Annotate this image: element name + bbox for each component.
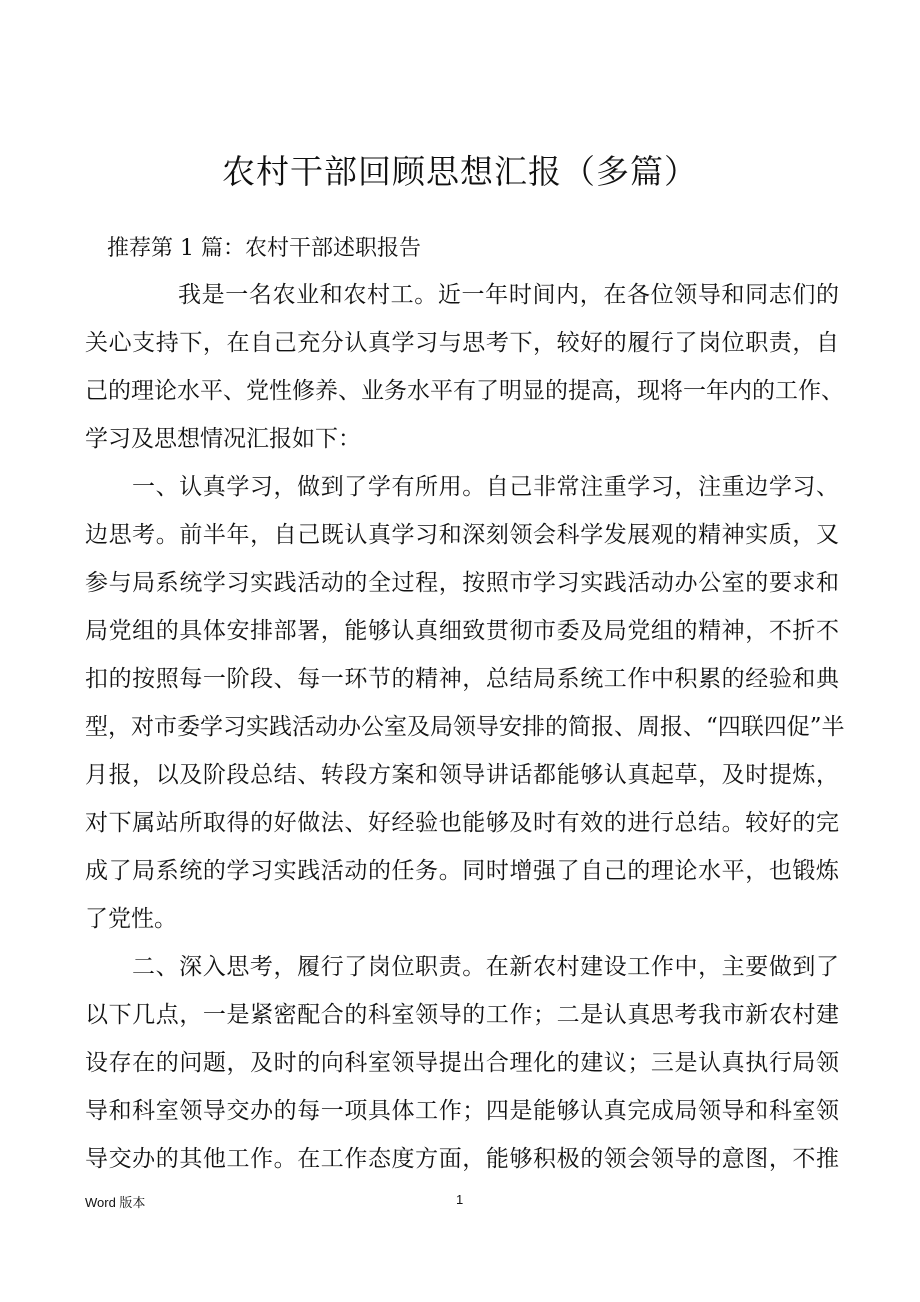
paragraph-line: 己的理论水平、党性修养、业务水平有了明显的提高，现将一年内的工作、 <box>85 378 844 404</box>
paragraph-line: 导交办的其他工作。在工作态度方面，能够积极的领会领导的意图，不推 <box>85 1146 839 1172</box>
paragraph-line: 导和科室领导交办的每一项具体工作；四是能够认真完成局领导和科室领 <box>85 1098 839 1124</box>
paragraph-line: 对下属站所取得的好做法、好经验也能够及时有效的进行总结。较好的完 <box>85 810 839 836</box>
section-heading: 推荐第 1 篇：农村干部述职报告 <box>107 236 421 261</box>
paragraph-line: 了党性。 <box>85 906 177 932</box>
paragraph-line: 设存在的问题，及时的向科室领导提出合理化的建议；三是认真执行局领 <box>85 1050 839 1076</box>
paragraph-line: 学习及思想情况汇报如下： <box>85 426 361 452</box>
paragraph-line: 我是一名农业和农村工。近一年时间内，在各位领导和同志们的 <box>178 282 839 308</box>
paragraph-line: 型，对市委学习实践活动办公室及局领导安排的简报、周报、“四联四促”半 <box>85 714 845 740</box>
paragraph-line: 二、深入思考，履行了岗位职责。在新农村建设工作中，主要做到了 <box>132 954 839 980</box>
page-number: 1 <box>456 1192 464 1207</box>
paragraph-line: 成了局系统的学习实践活动的任务。同时增强了自己的理论水平，也锻炼 <box>85 858 839 884</box>
paragraph-line: 关心支持下，在自己充分认真学习与思考下，较好的履行了岗位职责，自 <box>85 330 839 356</box>
document-body <box>85 280 845 1192</box>
paragraph-line: 扣的按照每一阶段、每一环节的精神，总结局系统工作中积累的经验和典 <box>85 666 839 692</box>
paragraph-line: 边思考。前半年，自己既认真学习和深刻领会科学发展观的精神实质，又 <box>85 522 839 548</box>
footer-label: Word 版本 <box>85 1195 146 1210</box>
paragraph-line: 局党组的具体安排部署，能够认真细致贯彻市委及局党组的精神，不折不 <box>85 618 839 644</box>
paragraph-line: 月报，以及阶段总结、转段方案和领导讲话都能够认真起草，及时提炼， <box>85 762 839 788</box>
document-title: 农村干部回顾思想汇报（多篇） <box>222 152 698 191</box>
paragraph-line: 一、认真学习，做到了学有所用。自己非常注重学习，注重边学习、 <box>132 474 839 500</box>
paragraph-line: 参与局系统学习实践活动的全过程，按照市学习实践活动办公室的要求和 <box>85 570 839 596</box>
paragraph-line: 以下几点，一是紧密配合的科室领导的工作；二是认真思考我市新农村建 <box>85 1002 839 1028</box>
